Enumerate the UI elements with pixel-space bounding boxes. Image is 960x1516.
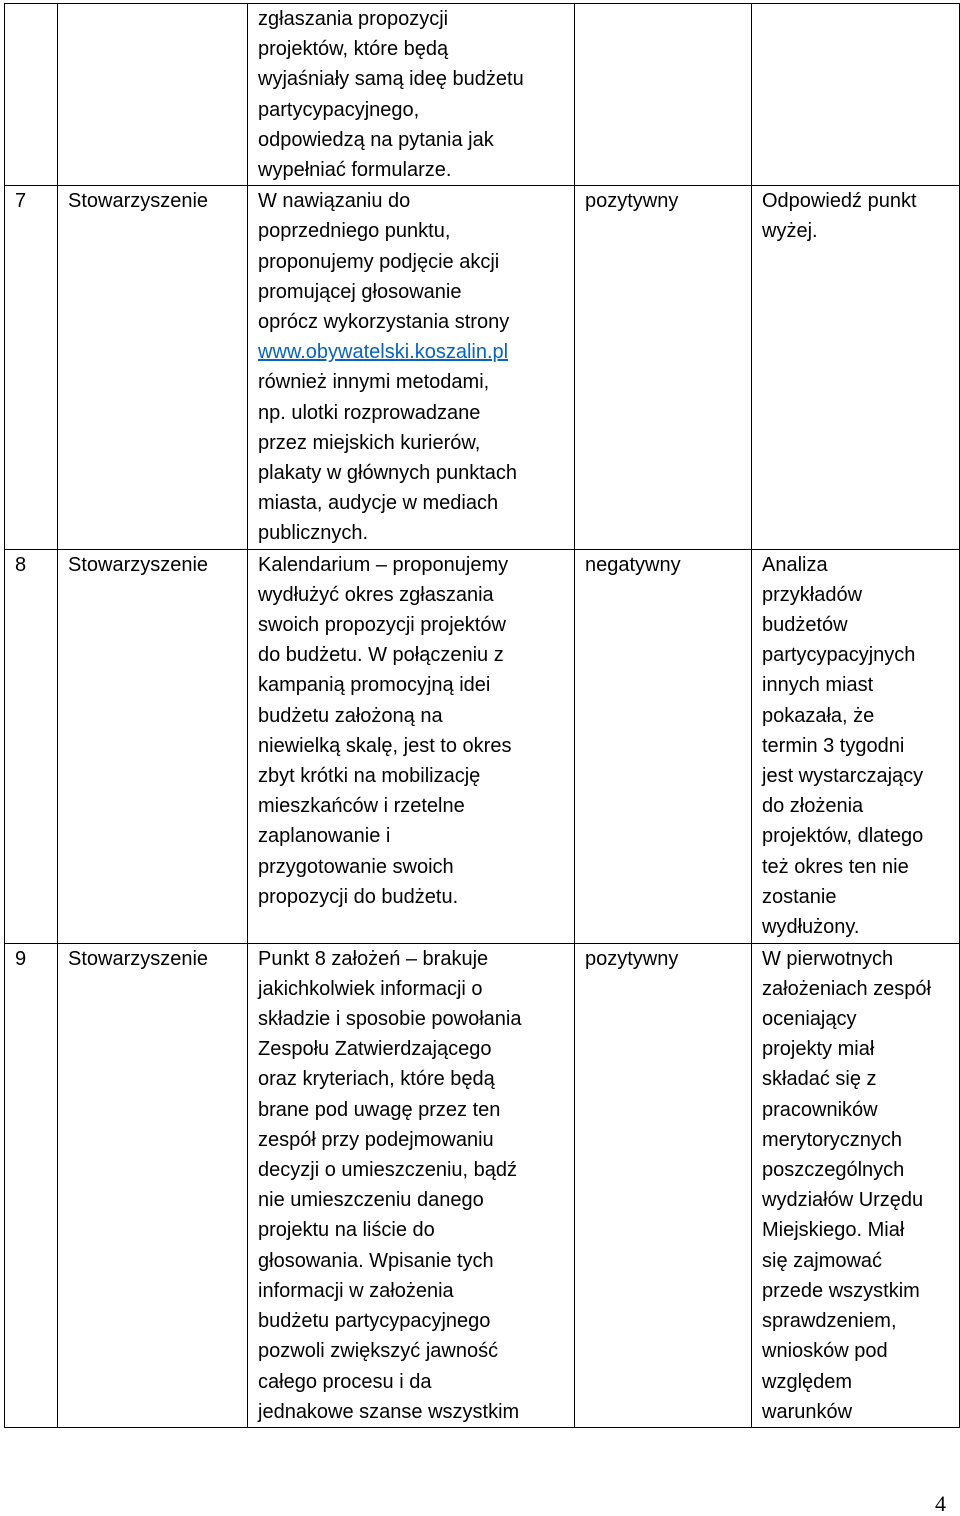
table-row-9 (5, 943, 960, 1427)
proposal-cell: Punkt 8 założeń – brakuje jakichkolwiek informacji o składzie i sposobie powołania Zespołu Zatwierdzającego oraz kryteriach, które będą brane pod uwagę przez ten zespół przy podejmowaniu decyzji o umieszczeniu, bądź nie umieszczeniu danego projektu na liście do głosowania. Wpisanie tych informacji w założenia budżetu partycypacyjnego pozwoli zwiększyć jawność całego procesu i da jednakowe szanse wszystkim (248, 943, 575, 1427)
opinion-cell (575, 4, 752, 186)
website-link[interactable]: www.obywatelski.koszalin.pl (258, 341, 509, 364)
table-row-7 (5, 186, 960, 549)
response-cell: W pierwotnych założeniach zespół oceniający projekty miał składać się z pracowników merytorycznych poszczególnych wydziałów Urzędu Miejskiego. Miał się zajmować przede wszystkim sprawdzeniem, wniosków pod względem warunków (752, 943, 960, 1427)
proposal-cell (248, 186, 575, 549)
row-number-cell (5, 4, 58, 186)
proposal-text-before: W nawiązaniu do poprzedniego punktu, proponujemy podjęcie akcji promującej głosowanie oprócz wykorzystania strony (258, 190, 510, 334)
row-number-cell: 7 (5, 186, 58, 549)
response-cell: Odpowiedź punkt wyżej. (752, 186, 960, 549)
author-cell: Stowarzyszenie (58, 549, 248, 943)
row-number-cell: 8 (5, 549, 58, 943)
author-cell: Stowarzyszenie (58, 186, 248, 549)
opinion-cell: pozytywny (575, 943, 752, 1427)
table-row-continuation (5, 4, 960, 186)
page-number: 4 (935, 1491, 946, 1516)
opinion-cell: negatywny (575, 549, 752, 943)
proposal-cell: Kalendarium – proponujemy wydłużyć okres zgłaszania swoich propozycji projektów do budżetu. W połączeniu z kampanią promocyjną idei budżetu założoną na niewielką skalę, jest to okres zbyt krótki na mobilizację mieszkańców i rzetelne zaplanowanie i przygotowanie swoich propozycji do budżetu. (248, 549, 575, 943)
response-cell (752, 4, 960, 186)
row-number-cell: 9 (5, 943, 58, 1427)
opinion-cell: pozytywny (575, 186, 752, 549)
proposal-cell: zgłaszania propozycji projektów, które będą wyjaśniały samą ideę budżetu partycypacyjnego, odpowiedzą na pytania jak wypełniać formularze. (248, 4, 575, 186)
consultation-table (4, 3, 960, 1428)
response-cell: Analiza przykładów budżetów partycypacyjnych innych miast pokazała, że termin 3 tygodni jest wystarczający do złożenia projektów, dlatego też okres ten nie zostanie wydłużony. (752, 549, 960, 943)
table-row-8 (5, 549, 960, 943)
proposal-text-after: również innymi metodami, np. ulotki rozprowadzane przez miejskich kurierów, plakaty w głównych punktach miasta, audycje w mediach publicznych. (258, 371, 518, 545)
author-cell (58, 4, 248, 186)
author-cell: Stowarzyszenie (58, 943, 248, 1427)
